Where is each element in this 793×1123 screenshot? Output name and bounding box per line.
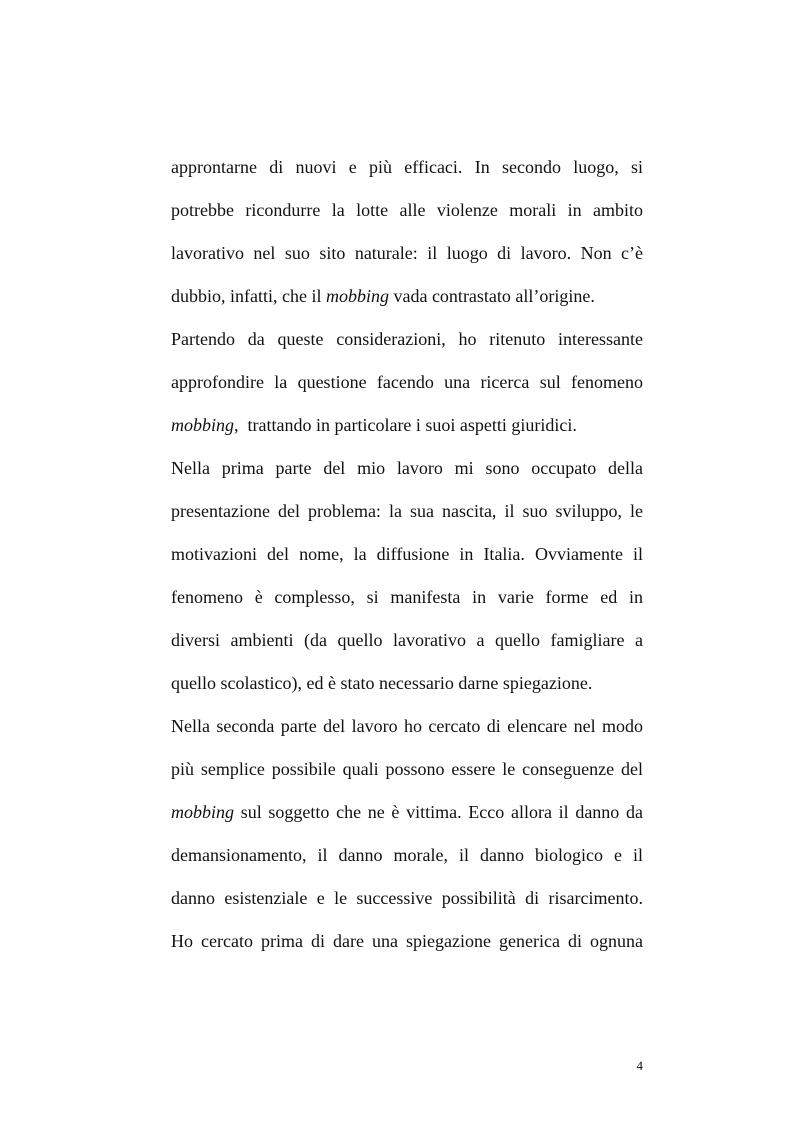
- italic-term-mobbing: mobbing: [171, 415, 234, 435]
- text-line: quello scolastico), ed è stato necessario darne spiegazione.: [171, 673, 593, 693]
- text-line: danno esistenziale e le successive possibilità di risarcimento.: [171, 888, 643, 908]
- italic-term-mobbing: mobbing: [171, 802, 234, 822]
- text-line: Partendo da queste considerazioni, ho ritenuto interessante: [171, 329, 643, 349]
- paragraph-1: [171, 146, 643, 318]
- text-line: più semplice possibile quali possono essere le conseguenze del: [171, 759, 643, 779]
- text-line: dubbio, infatti, che il mobbing vada contrastato all’origine.: [171, 286, 595, 306]
- text-line: approntarne di nuovi e più efficaci. In secondo luogo, si: [171, 157, 643, 177]
- text-line: Nella seconda parte del lavoro ho cercato di elencare nel modo: [171, 716, 643, 736]
- text-line: demansionamento, il danno morale, il danno biologico e il: [171, 845, 643, 865]
- text-line: motivazioni del nome, la diffusione in Italia. Ovviamente il: [171, 544, 643, 564]
- page-number: 4: [636, 1058, 643, 1073]
- text-line: mobbing sul soggetto che ne è vittima. Ecco allora il danno da: [171, 802, 643, 822]
- text-line: Ho cercato prima di dare una spiegazione generica di ognuna: [171, 931, 643, 951]
- text-line: Nella prima parte del mio lavoro mi sono occupato della: [171, 458, 643, 478]
- paragraph-2: [171, 318, 643, 447]
- text-line: lavorativo nel suo sito naturale: il luogo di lavoro. Non c’è: [171, 243, 643, 263]
- text-line: mobbing, trattando in particolare i suoi aspetti giuridici.: [171, 415, 577, 435]
- page-body: [171, 146, 643, 963]
- text-line: diversi ambienti (da quello lavorativo a quello famigliare a: [171, 630, 643, 650]
- paragraph-4: [171, 705, 643, 963]
- text-line: potrebbe ricondurre la lotte alle violenze morali in ambito: [171, 200, 643, 220]
- text-line: fenomeno è complesso, si manifesta in varie forme ed in: [171, 587, 643, 607]
- paragraph-3: [171, 447, 643, 705]
- italic-term-mobbing: mobbing: [325, 286, 389, 306]
- text-line: approfondire la questione facendo una ricerca sul fenomeno: [171, 372, 643, 392]
- text-line: presentazione del problema: la sua nascita, il suo sviluppo, le: [171, 501, 643, 521]
